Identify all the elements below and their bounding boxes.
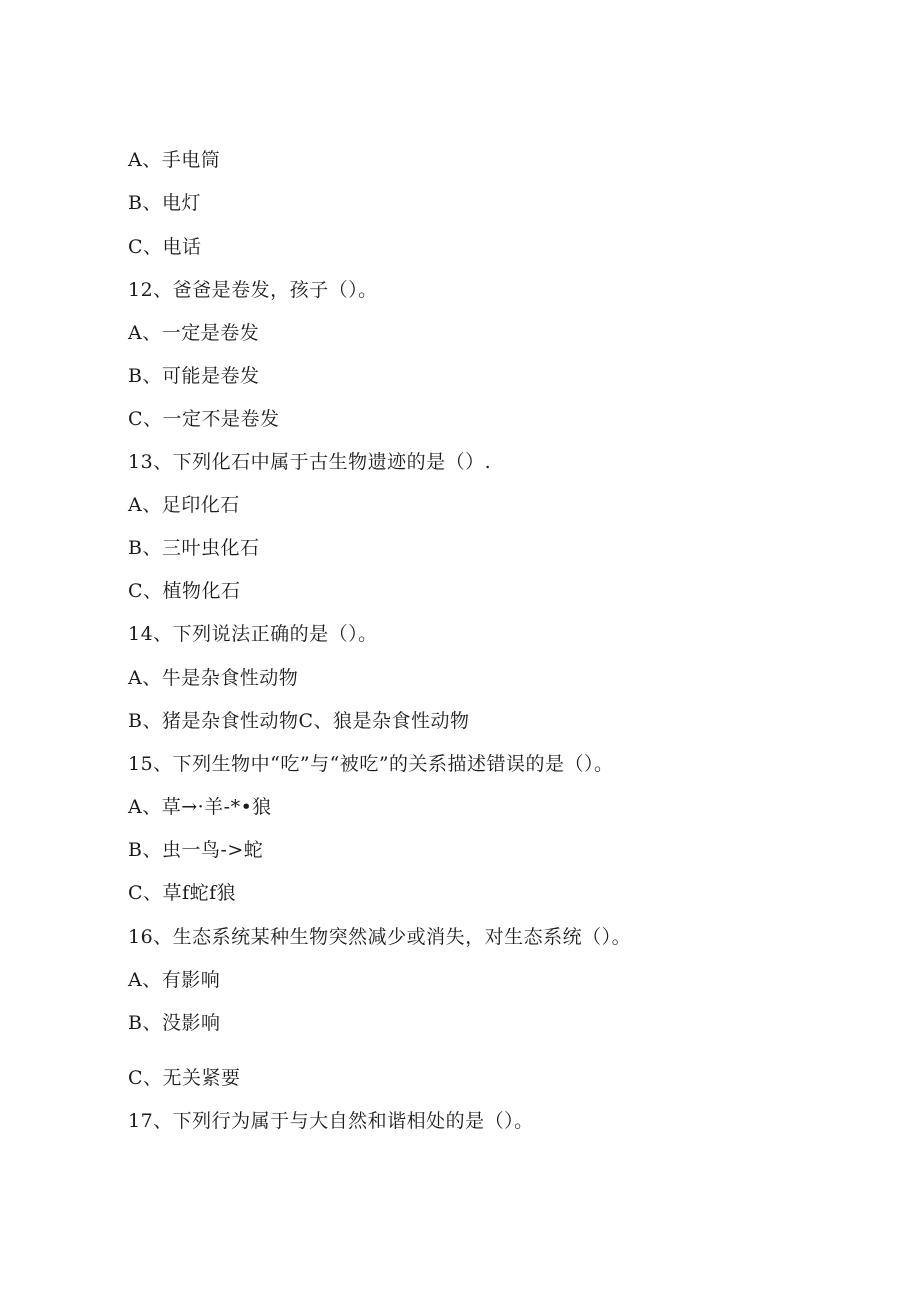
option-15-c: C、草f蛇f狼 [128, 882, 237, 904]
option-14-b-c: B、猪是杂食性动物C、狼是杂食性动物 [128, 710, 470, 732]
question-13: 13、下列化石中属于古生物遗迹的是（）. [128, 451, 492, 473]
question-15: 15、下列生物中“吃”与“被吃”的关系描述错误的是（）。 [128, 753, 614, 775]
option-11-c: C、电话 [128, 236, 202, 258]
option-12-c: C、一定不是卷发 [128, 408, 280, 430]
option-13-b: B、三叶虫化石 [128, 537, 260, 559]
option-14-a: A、牛是杂食性动物 [128, 667, 299, 689]
option-12-b: B、可能是卷发 [128, 365, 260, 387]
option-15-b: B、虫一鸟->蛇 [128, 839, 264, 861]
option-13-c: C、植物化石 [128, 580, 241, 602]
question-14: 14、下列说法正确的是（）。 [128, 623, 378, 645]
option-16-a: A、有影响 [128, 969, 221, 991]
option-15-a: A、草→·羊-*•狼 [128, 796, 272, 818]
option-16-b: B、没影响 [128, 1012, 221, 1034]
question-17: 17、下列行为属于与大自然和谐相处的是（）。 [128, 1110, 534, 1132]
option-11-b: B、电灯 [128, 192, 201, 214]
option-13-a: A、足印化石 [128, 494, 240, 516]
option-11-a: A、手电筒 [128, 149, 221, 171]
option-12-a: A、一定是卷发 [128, 322, 260, 344]
question-12: 12、爸爸是卷发，孩子（）。 [128, 279, 378, 301]
question-16: 16、生态系统某种生物突然减少或消失，对生态系统（）。 [128, 926, 632, 948]
option-16-c: C、无关紧要 [128, 1067, 241, 1089]
